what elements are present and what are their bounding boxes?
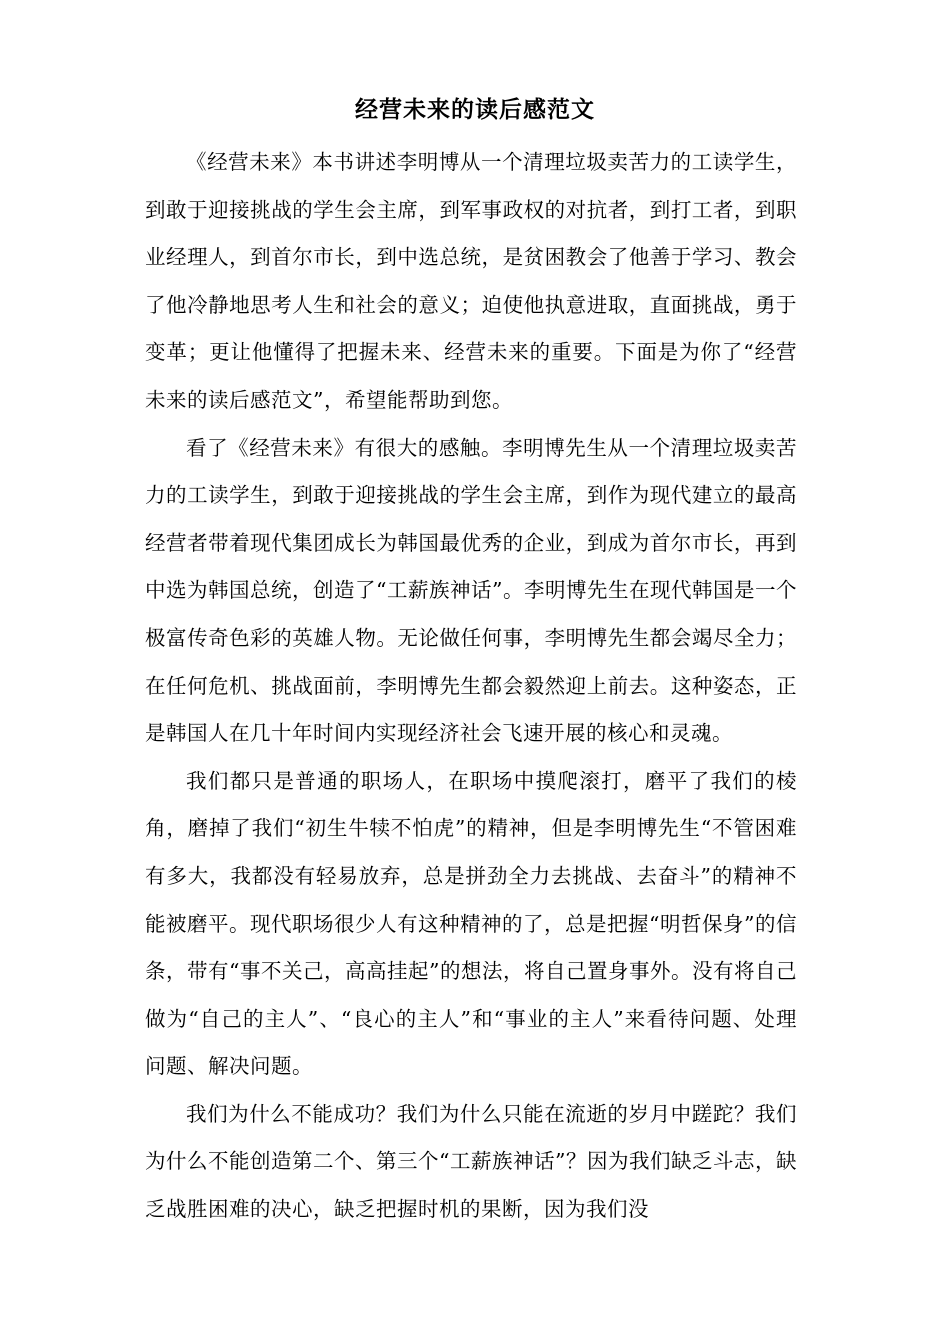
document-body [145, 139, 797, 1234]
paragraph-1: 《经营未来》本书讲述李明博从一个清理垃圾卖苦力的工读学生，到敢于迎接挑战的学生会主席，到军事政权的对抗者，到打工者，到职业经理人，到首尔市长，到中选总统，是贫困教会了他善于学习、教会了他冷静地思考人生和社会的意义；迫使他执意进取，直面挑战，勇于变革；更让他懂得了把握未来、经营未来的重要。下面是为你了“经营未来的读后感范文”，希望能帮助到您。 [145, 150, 797, 412]
paragraph-3: 我们都只是普通的职场人，在职场中摸爬滚打，磨平了我们的棱角，磨掉了我们“初生牛犊不怕虎”的精神，但是李明博先生“不管困难有多大，我都没有轻易放弃，总是拼劲全力去挑战、去奋斗”的精神不能被磨平。现代职场很少人有这种精神的了，总是把握“明哲保身”的信条，带有“事不关己，高高挂起”的想法，将自己置身事外。没有将自己做为“自己的主人”、“良心的主人”和“事业的主人”来看待问题、处理问题、解决问题。 [145, 768, 797, 1079]
paragraph-2: 看了《经营未来》有很大的感触。李明博先生从一个清理垃圾卖苦力的工读学生，到敢于迎接挑战的学生会主席，到作为现代建立的最高经营者带着现代集团成长为韩国最优秀的企业，到成为首尔市长，再到中选为韩国总统，创造了“工薪族神话”。李明博先生在现代韩国是一个极富传奇色彩的英雄人物。无论做任何事，李明博先生都会竭尽全力；在任何危机、挑战面前，李明博先生都会毅然迎上前去。这种姿态，正是韩国人在几十年时间内实现经济社会飞速开展的核心和灵魂。 [145, 435, 797, 746]
document-title: 经营未来的读后感范文 [355, 96, 595, 123]
paragraph-4: 我们为什么不能成功？我们为什么只能在流逝的岁月中蹉跎？我们为什么不能创造第二个、第三个“工薪族神话”？因为我们缺乏斗志，缺乏战胜困难的决心，缺乏把握时机的果断，因为我们没 [145, 1101, 797, 1222]
